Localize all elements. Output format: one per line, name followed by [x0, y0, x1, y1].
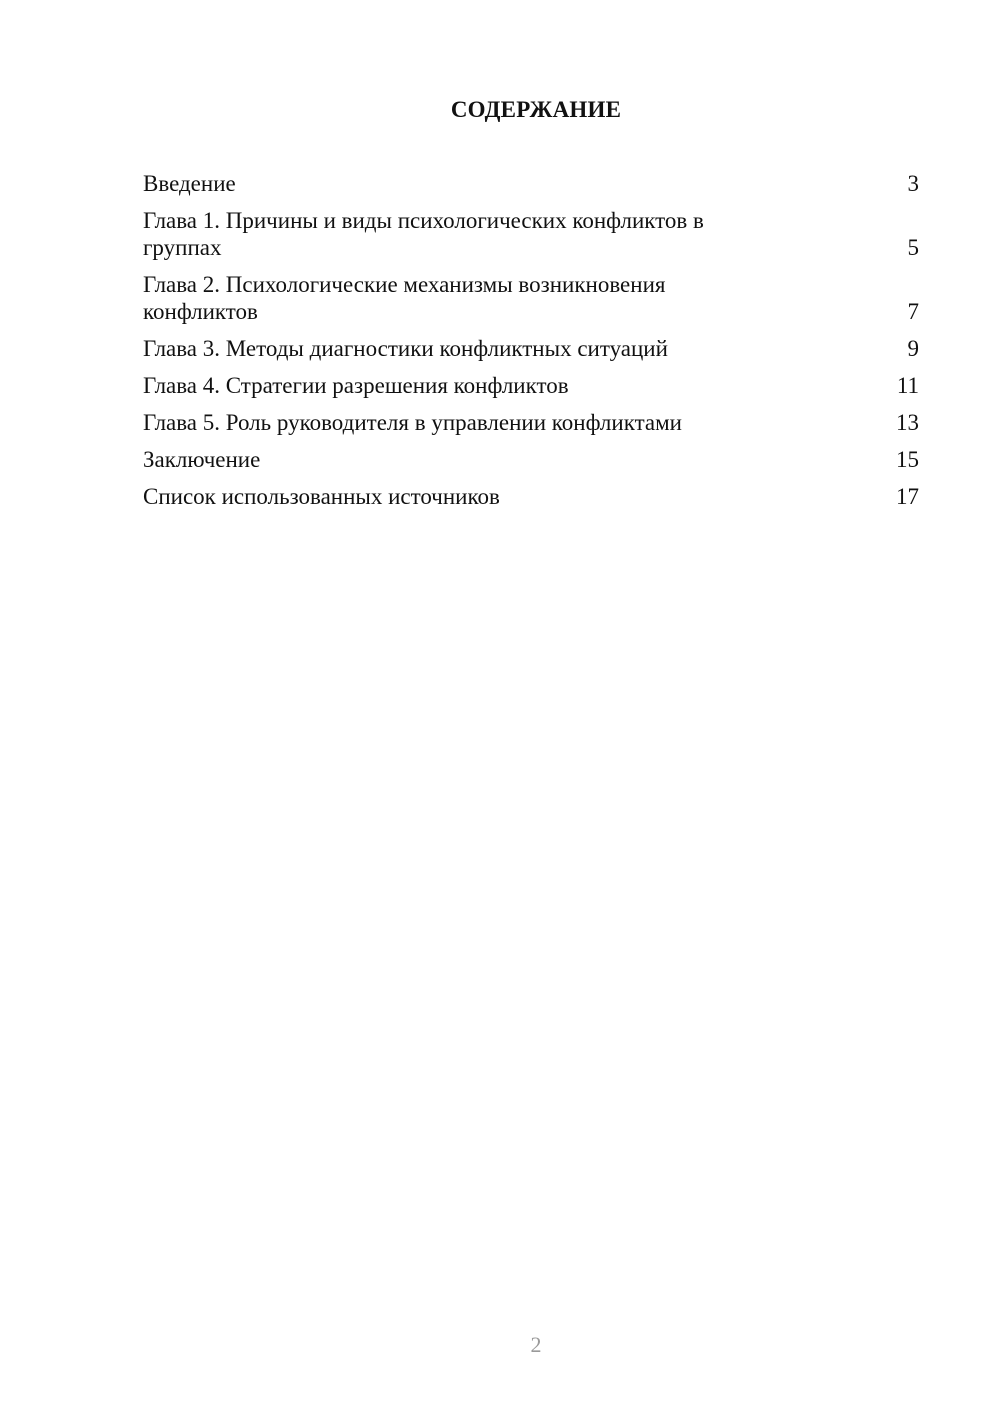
- page-title: СОДЕРЖАНИЕ: [450, 97, 622, 122]
- toc-item-introduction: [143, 170, 919, 197]
- toc-item-label: Введение: [143, 171, 236, 196]
- toc-item-label: Глава 3. Методы диагностики конфликтных ситуаций: [143, 336, 668, 361]
- toc-item-chapter-1: [143, 207, 919, 261]
- toc-item-page: 5: [907, 235, 919, 260]
- toc-item-references: [143, 483, 919, 510]
- toc-item-label: Список использованных источников: [143, 484, 500, 509]
- toc-item-page: 11: [896, 373, 919, 398]
- toc-item-chapter-5: [143, 409, 919, 436]
- toc-item-page: 13: [896, 410, 919, 435]
- table-of-contents: [143, 170, 919, 520]
- toc-item-chapter-3: [143, 335, 919, 362]
- toc-item-label: Глава 1. Причины и виды психологических конфликтов в группах: [143, 208, 704, 260]
- toc-item-label: Глава 2. Психологические механизмы возникновения конфликтов: [143, 272, 666, 324]
- toc-item-page: 15: [896, 447, 919, 472]
- toc-item-page: 7: [907, 299, 919, 324]
- toc-item-conclusion: [143, 446, 919, 473]
- page-number: 2: [530, 1332, 542, 1357]
- toc-item-page: 3: [907, 171, 919, 196]
- toc-item-label: Заключение: [143, 447, 261, 472]
- toc-item-label: Глава 4. Стратегии разрешения конфликтов: [143, 373, 569, 398]
- toc-item-label: Глава 5. Роль руководителя в управлении конфликтами: [143, 410, 682, 435]
- toc-item-page: 17: [896, 484, 919, 509]
- toc-item-chapter-4: [143, 372, 919, 399]
- toc-item-page: 9: [907, 336, 919, 361]
- toc-item-chapter-2: [143, 271, 919, 325]
